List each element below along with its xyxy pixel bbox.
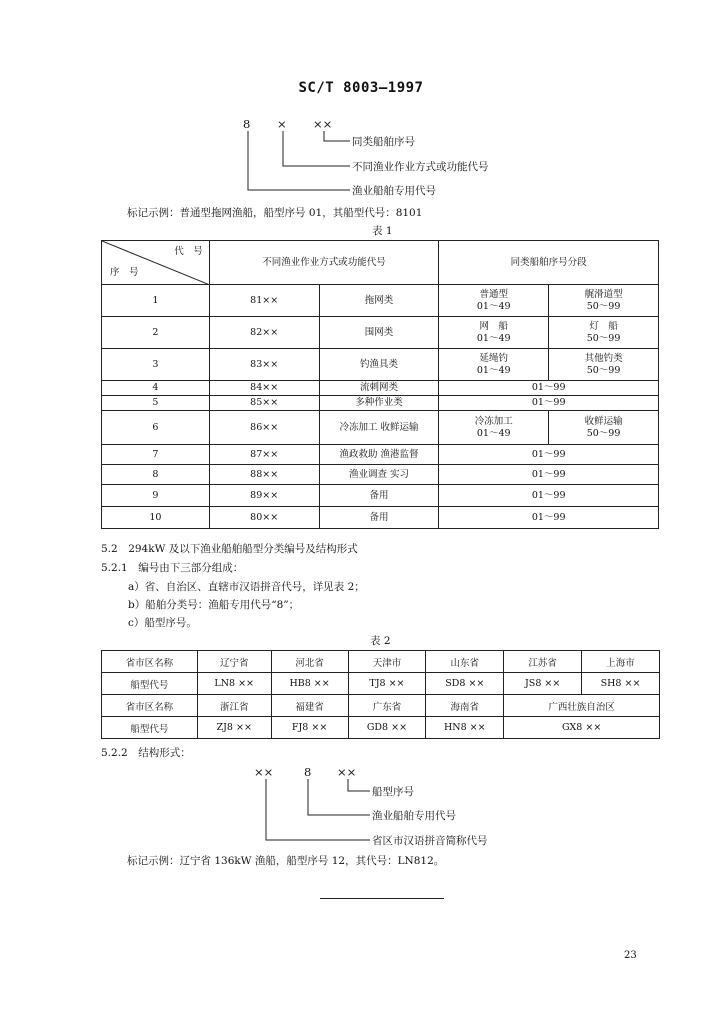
label-fishing-vessel-code: 渔业船舶专用代号 [352,185,436,197]
table-row [102,381,659,396]
cell-type: 多种作业类 [319,396,439,411]
label-same-class-sequence: 同类船舶序号 [352,136,415,148]
list-item-a: a）省、自治区、直辖市汉语拼音代号，详见表 2； [128,581,365,593]
cell-type: 渔政救助 渔港监督 [319,445,439,465]
cell-segment [549,411,659,445]
cell-type: 流刺网类 [319,381,439,396]
cell-type: 冷冻加工 收鲜运输 [319,411,439,445]
example-2: 标记示例：辽宁省 136kW 渔船，船型序号 12，其代号：LN812。 [127,855,445,867]
cell-range: 01～99 [439,507,659,529]
table-row [102,717,660,739]
vessel-code: HN8 ×× [426,717,504,739]
table-1-header-row [102,241,659,285]
province-name: 河北省 [271,651,348,673]
cell-type: 备用 [319,485,439,507]
cell-type: 渔业调查 实习 [319,465,439,485]
vessel-code: SH8 ×× [582,673,660,695]
label-province-code: 省区市汉语拼音简称代号 [372,835,488,847]
label-fishing-vessel-code: 渔业船舶专用代号 [372,810,456,822]
segment-range: 50～99 [586,427,621,439]
segment-name: 灯 船 [589,320,618,332]
table-1 [101,240,659,529]
cell-seq: 7 [102,445,210,465]
vessel-code: GX8 ×× [504,717,660,739]
code-part-8: 8 [304,765,312,779]
segment-name: 其他钓类 [584,352,623,364]
cell-type: 拖网类 [319,285,439,317]
code-part-function: × [277,117,287,131]
cell-code: 83×× [209,349,319,381]
cell-seq: 1 [102,285,210,317]
vessel-code: SD8 ×× [426,673,504,695]
province-name: 上海市 [582,651,660,673]
cell-segment [439,349,549,381]
cell-segment [439,411,549,445]
cell-seq: 5 [102,396,210,411]
cell-type: 钓渔具类 [319,349,439,381]
header-seq: 序 号 [110,267,139,278]
segment-range: 50～99 [586,364,621,376]
document-header: SC/T 8003—1997 [298,80,424,96]
code-part-sequence: ×× [337,765,357,779]
table-row [102,285,659,317]
segment-range: 50～99 [586,300,621,312]
header-code: 代 号 [174,246,203,257]
segment-name: 艉滑道型 [584,288,623,300]
cell-range: 01～99 [439,445,659,465]
cell-seq: 6 [102,411,210,445]
province-name: 浙江省 [197,695,271,717]
table-2 [101,650,660,739]
vessel-code: ZJ8 ×× [197,717,271,739]
vessel-code: TJ8 ×× [348,673,426,695]
cell-seq: 8 [102,465,210,485]
code-part-sequence: ×× [313,117,333,131]
code-part-8: 8 [243,117,251,131]
cell-range: 01～99 [439,485,659,507]
vessel-code: GD8 ×× [348,717,426,739]
cell-range: 01～99 [439,465,659,485]
table-row [102,673,660,695]
section-5-2-1-heading: 5.2.1 编号由下三部分组成： [101,562,244,574]
cell-code: 82×× [209,317,319,349]
row-label: 船型代号 [102,717,198,739]
example-1: 标记示例：普通型拖网渔船，船型序号 01，其船型代号：8101 [127,207,423,219]
list-item-c: c）船型序号。 [128,617,197,629]
segment-name: 冷冻加工 [474,415,513,427]
cell-range: 01～99 [439,381,659,396]
label-function-code: 不同渔业作业方式或功能代号 [352,161,489,173]
segment-name: 延绳钓 [479,352,508,364]
col-function-header: 不同渔业作业方式或功能代号 [209,241,439,285]
province-name: 天津市 [348,651,426,673]
row-label: 省市区名称 [102,695,198,717]
table-1-caption: 表 1 [372,225,393,237]
cell-code: 81×× [209,285,319,317]
cell-type: 围网类 [319,317,439,349]
cell-code: 85×× [209,396,319,411]
vessel-code: LN8 ×× [197,673,271,695]
segment-range: 50～99 [586,332,621,344]
table-2-caption: 表 2 [370,635,391,647]
province-name: 辽宁省 [197,651,271,673]
segment-name: 网 船 [479,320,508,332]
cell-segment [549,317,659,349]
segment-name: 普通型 [479,288,508,300]
cell-segment [549,285,659,317]
table-row [102,317,659,349]
row-label: 船型代号 [102,673,198,695]
province-name: 广东省 [348,695,426,717]
cell-code: 87×× [209,445,319,465]
label-vessel-sequence: 船型序号 [372,786,414,798]
segment-range: 01～49 [476,300,511,312]
footer-divider [320,898,444,899]
cell-seq: 4 [102,381,210,396]
province-name: 山东省 [426,651,504,673]
cell-segment [549,349,659,381]
table-row [102,465,659,485]
cell-seq: 10 [102,507,210,529]
cell-segment [439,285,549,317]
segment-name: 收鲜运输 [584,415,623,427]
table-row [102,485,659,507]
section-5-2-2-heading: 5.2.2 结构形式： [101,747,191,759]
cell-code: 84×× [209,381,319,396]
header-diagonal-cell [102,241,210,285]
segment-range: 01～49 [476,332,511,344]
row-label: 省市区名称 [102,651,198,673]
section-5-2-heading: 5.2 294kW 及以下渔业船舶船型分类编号及结构形式 [101,543,358,555]
diagram-2-lines [0,760,722,860]
table-row [102,507,659,529]
cell-code: 80×× [209,507,319,529]
cell-code: 89×× [209,485,319,507]
cell-type: 备用 [319,507,439,529]
vessel-code: HB8 ×× [271,673,348,695]
table-row [102,396,659,411]
vessel-code: FJ8 ×× [271,717,348,739]
page-number: 23 [624,950,637,961]
cell-seq: 9 [102,485,210,507]
table-row [102,411,659,445]
segment-range: 01～49 [476,427,511,439]
vessel-code: JS8 ×× [504,673,582,695]
cell-segment [439,317,549,349]
cell-code: 88×× [209,465,319,485]
province-name: 福建省 [271,695,348,717]
table-row [102,695,660,717]
province-name: 海南省 [426,695,504,717]
code-part-province: ×× [254,765,274,779]
cell-code: 86×× [209,411,319,445]
table-row [102,445,659,465]
cell-range: 01～99 [439,396,659,411]
province-name: 广西壮族自治区 [504,695,660,717]
list-item-b: b）船舶分类号：渔船专用代号“8”； [128,599,300,611]
col-segment-header: 同类船舶序号分段 [439,241,659,285]
segment-range: 01～49 [476,364,511,376]
table-row [102,651,660,673]
province-name: 江苏省 [504,651,582,673]
cell-seq: 2 [102,317,210,349]
table-row [102,349,659,381]
cell-seq: 3 [102,349,210,381]
